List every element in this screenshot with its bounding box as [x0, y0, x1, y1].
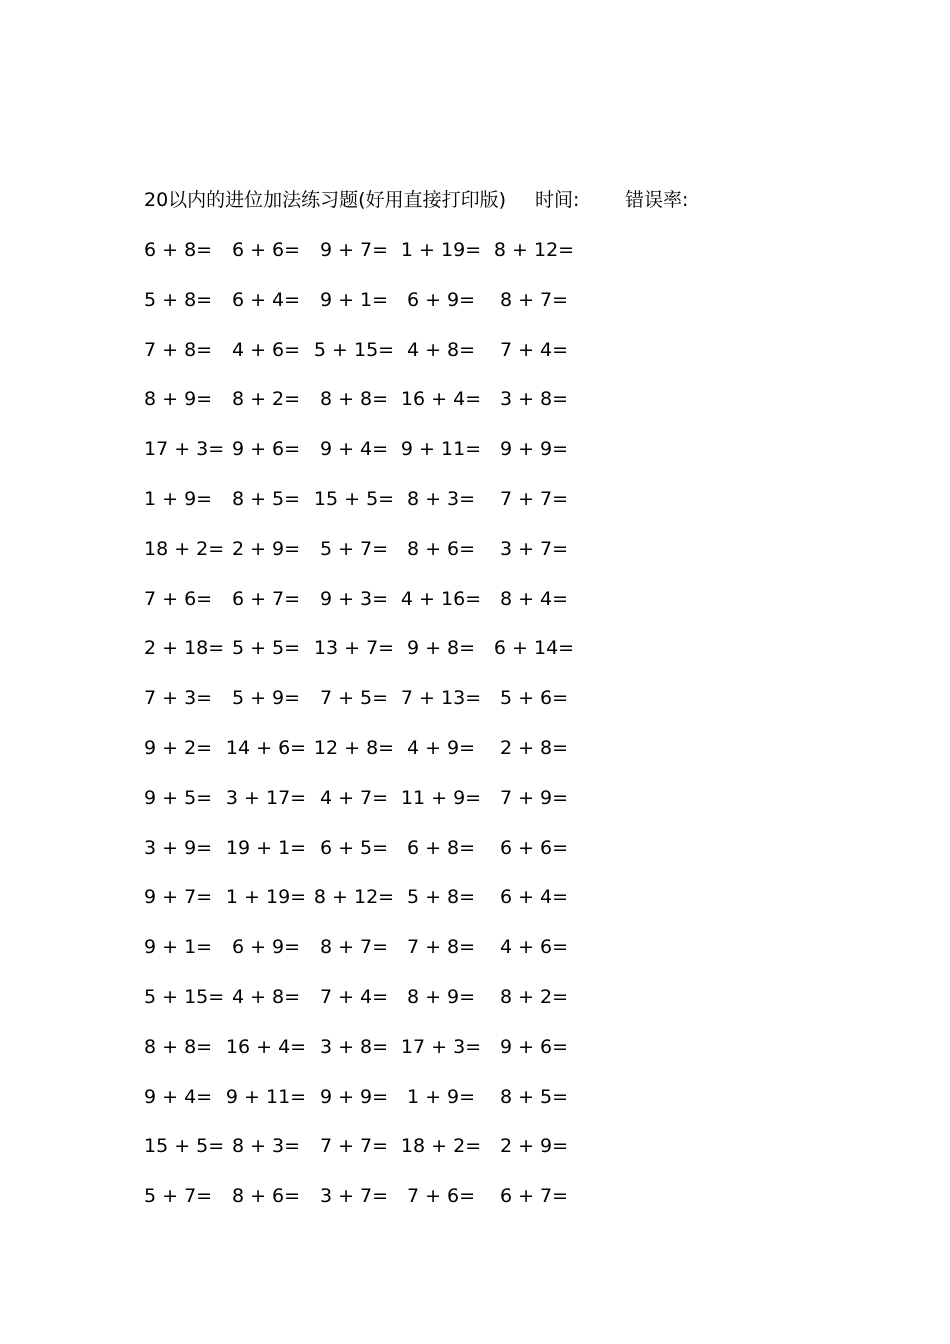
problem-item: 3 + 9= — [144, 836, 213, 859]
problem-item: 8 + 9= — [144, 388, 213, 411]
problem-row — [144, 983, 594, 1033]
time-label: 时间: — [535, 189, 580, 211]
problem-item: 5 + 15= — [144, 985, 225, 1008]
error-rate-label: 错误率: — [625, 189, 689, 211]
problem-item: 8 + 5= — [499, 1085, 569, 1108]
problem-item: 9 + 5= — [144, 786, 213, 809]
problem-item: 9 + 4= — [319, 438, 389, 461]
problem-item: 6 + 8= — [406, 836, 476, 859]
problem-item: 2 + 8= — [499, 736, 569, 759]
problem-item: 19 + 1= — [225, 836, 307, 859]
problem-item: 6 + 4= — [231, 288, 301, 311]
problem-item: 6 + 14= — [493, 637, 575, 660]
problem-item: 5 + 7= — [319, 537, 389, 560]
problem-item: 3 + 8= — [499, 388, 569, 411]
problem-item: 8 + 8= — [144, 1035, 213, 1058]
problem-item: 6 + 6= — [231, 239, 301, 261]
problem-item: 18 + 2= — [400, 1135, 482, 1158]
problem-row — [144, 336, 594, 386]
problem-item: 5 + 5= — [231, 637, 301, 660]
problem-item: 6 + 9= — [406, 288, 476, 311]
problem-item: 17 + 3= — [144, 438, 225, 461]
problem-item: 9 + 6= — [499, 1035, 569, 1058]
problem-item: 5 + 6= — [499, 687, 569, 710]
problem-row — [144, 933, 594, 983]
problem-item: 9 + 7= — [319, 239, 389, 261]
problem-row — [144, 1083, 594, 1133]
problem-item: 7 + 3= — [144, 687, 213, 710]
problem-row — [144, 734, 594, 784]
problem-item: 1 + 19= — [400, 239, 482, 261]
problem-row — [144, 585, 594, 635]
problem-item: 17 + 3= — [400, 1035, 482, 1058]
problem-item: 9 + 11= — [225, 1085, 307, 1108]
problem-item: 9 + 11= — [400, 438, 482, 461]
problem-item: 4 + 6= — [499, 936, 569, 959]
problem-item: 2 + 9= — [499, 1135, 569, 1158]
problem-item: 11 + 9= — [400, 786, 482, 809]
problem-item: 9 + 1= — [319, 288, 389, 311]
problem-item: 4 + 16= — [400, 587, 482, 610]
problem-item: 4 + 8= — [231, 985, 301, 1008]
problem-item: 2 + 18= — [144, 637, 225, 660]
problem-grid — [144, 236, 594, 1232]
problem-item: 7 + 4= — [319, 985, 389, 1008]
problem-item: 15 + 5= — [144, 1135, 225, 1158]
problem-item: 3 + 7= — [319, 1185, 389, 1208]
problem-item: 16 + 4= — [225, 1035, 307, 1058]
problem-item: 3 + 8= — [319, 1035, 389, 1058]
problem-row — [144, 1132, 594, 1182]
worksheet-header — [144, 186, 844, 214]
problem-item: 3 + 7= — [499, 537, 569, 560]
problem-item: 7 + 4= — [499, 338, 569, 361]
problem-row — [144, 1182, 594, 1232]
problem-item: 9 + 8= — [406, 637, 476, 660]
problem-item: 7 + 5= — [319, 687, 389, 710]
problem-item: 16 + 4= — [400, 388, 482, 411]
problem-item: 5 + 9= — [231, 687, 301, 710]
problem-item: 5 + 7= — [144, 1185, 213, 1208]
problem-item: 8 + 4= — [499, 587, 569, 610]
problem-item: 2 + 9= — [231, 537, 301, 560]
problem-item: 1 + 9= — [406, 1085, 476, 1108]
problem-item: 6 + 6= — [499, 836, 569, 859]
problem-item: 8 + 3= — [231, 1135, 301, 1158]
problem-row — [144, 236, 594, 286]
problem-item: 8 + 9= — [406, 985, 476, 1008]
problem-item: 6 + 8= — [144, 239, 213, 261]
problem-item: 7 + 8= — [406, 936, 476, 959]
problem-item: 9 + 4= — [144, 1085, 213, 1108]
problem-item: 1 + 9= — [144, 487, 213, 510]
problem-item: 7 + 6= — [406, 1185, 476, 1208]
problem-item: 7 + 7= — [499, 487, 569, 510]
problem-item: 8 + 6= — [406, 537, 476, 560]
problem-row — [144, 1033, 594, 1083]
problem-item: 18 + 2= — [144, 537, 225, 560]
problem-item: 8 + 7= — [499, 288, 569, 311]
problem-item: 7 + 9= — [499, 786, 569, 809]
problem-item: 8 + 8= — [319, 388, 389, 411]
problem-item: 4 + 8= — [406, 338, 476, 361]
problem-row — [144, 435, 594, 485]
worksheet-title: 20以内的进位加法练习题(好用直接打印版) — [144, 189, 507, 211]
problem-item: 15 + 5= — [313, 487, 395, 510]
problem-item: 9 + 3= — [319, 587, 389, 610]
problem-item: 8 + 2= — [499, 985, 569, 1008]
problem-item: 6 + 9= — [231, 936, 301, 959]
problem-row — [144, 784, 594, 834]
problem-item: 12 + 8= — [313, 736, 395, 759]
problem-row — [144, 286, 594, 336]
problem-item: 9 + 2= — [144, 736, 213, 759]
problem-item: 4 + 6= — [231, 338, 301, 361]
problem-item: 6 + 4= — [499, 886, 569, 909]
problem-item: 4 + 7= — [319, 786, 389, 809]
problem-item: 1 + 19= — [225, 886, 307, 909]
problem-row — [144, 485, 594, 535]
problem-row — [144, 684, 594, 734]
problem-item: 7 + 6= — [144, 587, 213, 610]
problem-item: 9 + 9= — [499, 438, 569, 461]
problem-item: 8 + 7= — [319, 936, 389, 959]
problem-row — [144, 535, 594, 585]
problem-item: 9 + 7= — [144, 886, 213, 909]
problem-item: 3 + 17= — [225, 786, 307, 809]
problem-item: 5 + 8= — [144, 288, 213, 311]
problem-item: 13 + 7= — [313, 637, 395, 660]
problem-item: 9 + 9= — [319, 1085, 389, 1108]
problem-row — [144, 883, 594, 933]
problem-item: 7 + 7= — [319, 1135, 389, 1158]
problem-row — [144, 834, 594, 884]
problem-item: 5 + 15= — [313, 338, 395, 361]
problem-row — [144, 385, 594, 435]
problem-item: 6 + 7= — [231, 587, 301, 610]
problem-item: 8 + 12= — [313, 886, 395, 909]
problem-item: 9 + 6= — [231, 438, 301, 461]
problem-row — [144, 634, 594, 684]
problem-item: 8 + 3= — [406, 487, 476, 510]
problem-item: 8 + 5= — [231, 487, 301, 510]
problem-item: 7 + 13= — [400, 687, 482, 710]
problem-item: 8 + 2= — [231, 388, 301, 411]
problem-item: 9 + 1= — [144, 936, 213, 959]
problem-item: 6 + 7= — [499, 1185, 569, 1208]
problem-item: 4 + 9= — [406, 736, 476, 759]
problem-item: 8 + 12= — [493, 239, 575, 261]
problem-item: 7 + 8= — [144, 338, 213, 361]
problem-item: 14 + 6= — [225, 736, 307, 759]
problem-item: 5 + 8= — [406, 886, 476, 909]
problem-item: 6 + 5= — [319, 836, 389, 859]
problem-item: 8 + 6= — [231, 1185, 301, 1208]
